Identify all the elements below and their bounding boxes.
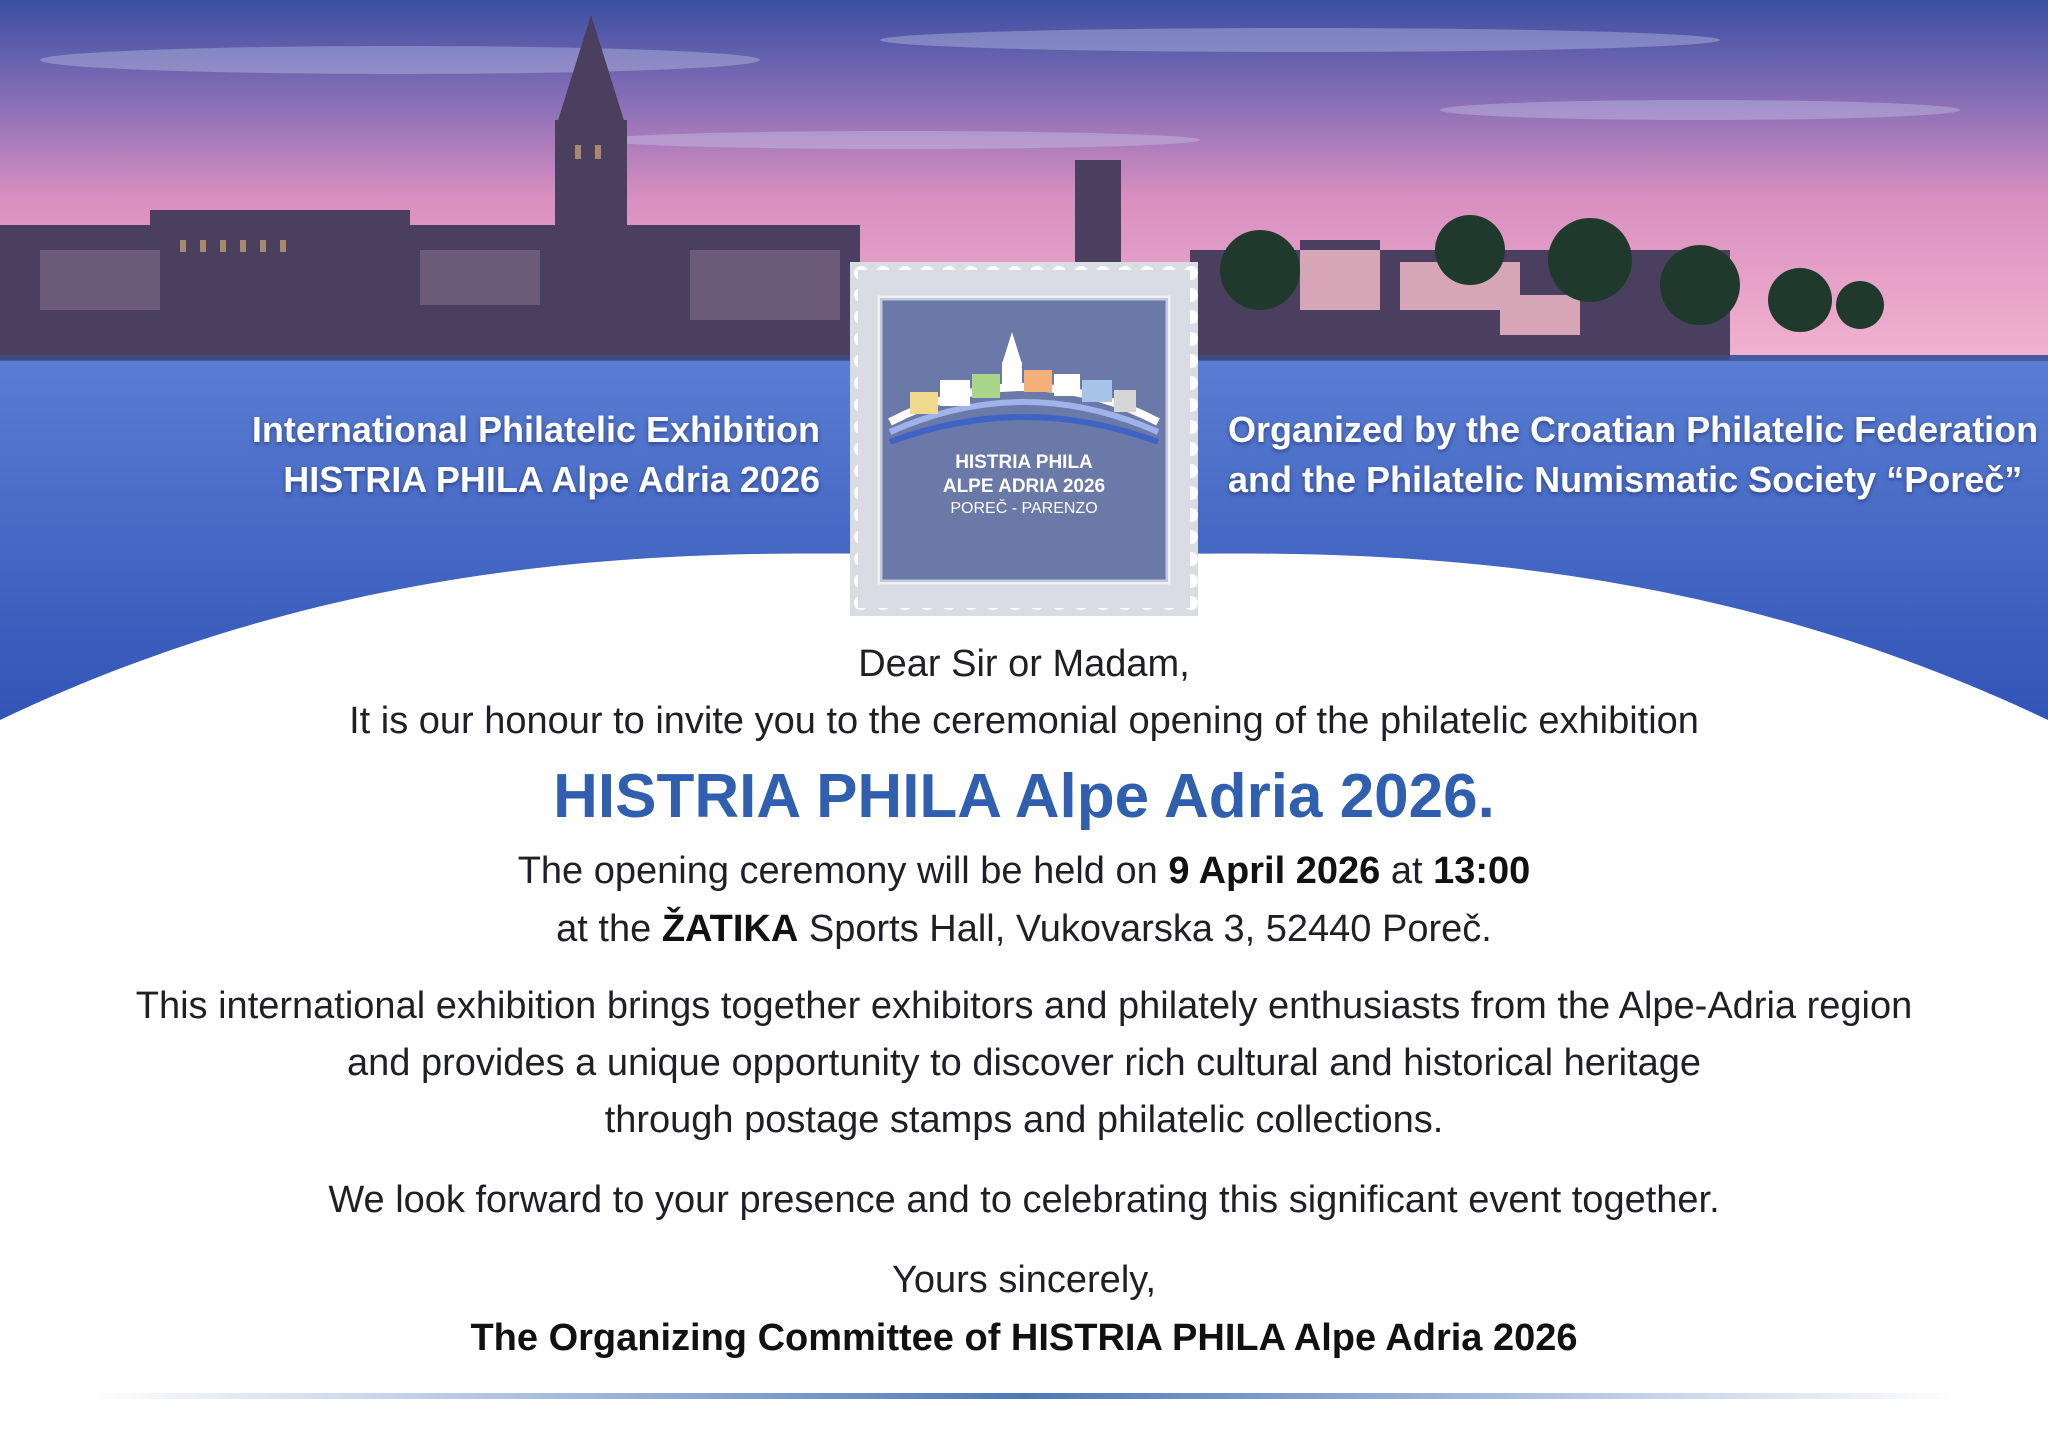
- venue-text-pre: at the: [556, 908, 662, 950]
- stamp-line3: POREČ - PARENZO: [950, 500, 1098, 517]
- organizer-heading-line1: Organized by the Croatian Philatelic Federation: [1228, 409, 2039, 450]
- ceremony-text-pre: The opening ceremony will be held on: [517, 850, 1169, 892]
- organizer-heading-line2: and the Philatelic Numismatic Society “Poreč”: [1228, 459, 2023, 500]
- greeting: Dear Sir or Madam,: [858, 643, 1190, 685]
- exhibition-heading-line2: HISTRIA PHILA Alpe Adria 2026: [283, 459, 820, 500]
- exhibition-title: HISTRIA PHILA Alpe Adria 2026.: [553, 762, 1495, 831]
- ceremony-text-mid: at: [1380, 850, 1434, 892]
- description-line1: This international exhibition brings together exhibitors and philately enthusiasts from the Alpe-Adria region: [135, 985, 1913, 1027]
- invitation-sentence: It is our honour to invite you to the ceremonial opening of the philatelic exhibition: [349, 700, 1699, 742]
- invitation-letter: [0, 636, 2048, 1367]
- organizer-heading: [1228, 405, 2038, 505]
- exhibition-stamp-logo: [850, 262, 1198, 616]
- ceremony-time: 13:00: [1433, 850, 1531, 892]
- stamp-line2: ALPE ADRIA 2026: [942, 476, 1106, 497]
- ceremony-datetime-line: [0, 842, 2048, 900]
- venue-line: [0, 900, 2048, 958]
- description-line2: and provides a unique opportunity to discover rich cultural and historical heritage: [346, 1042, 1701, 1084]
- look-forward-sentence: We look forward to your presence and to celebrating this significant event together.: [328, 1179, 1720, 1221]
- venue-name: ŽATIKA: [661, 908, 799, 950]
- bottom-divider: [90, 1393, 1958, 1399]
- closing-salutation: Yours sincerely,: [891, 1259, 1156, 1301]
- venue-address: Sports Hall, Vukovarska 3, 52440 Poreč.: [798, 908, 1492, 950]
- exhibition-heading-line1: International Philatelic Exhibition: [251, 409, 820, 450]
- stamp-line1: HISTRIA PHILA: [955, 452, 1093, 473]
- ceremony-date: 9 April 2026: [1168, 850, 1381, 892]
- signature: The Organizing Committee of HISTRIA PHILA Alpe Adria 2026: [470, 1317, 1578, 1359]
- description-paragraph: [0, 978, 2048, 1149]
- stamp-frame-icon: [850, 262, 1198, 616]
- exhibition-heading: [252, 405, 820, 505]
- description-line3: through postage stamps and philatelic collections.: [604, 1099, 1444, 1141]
